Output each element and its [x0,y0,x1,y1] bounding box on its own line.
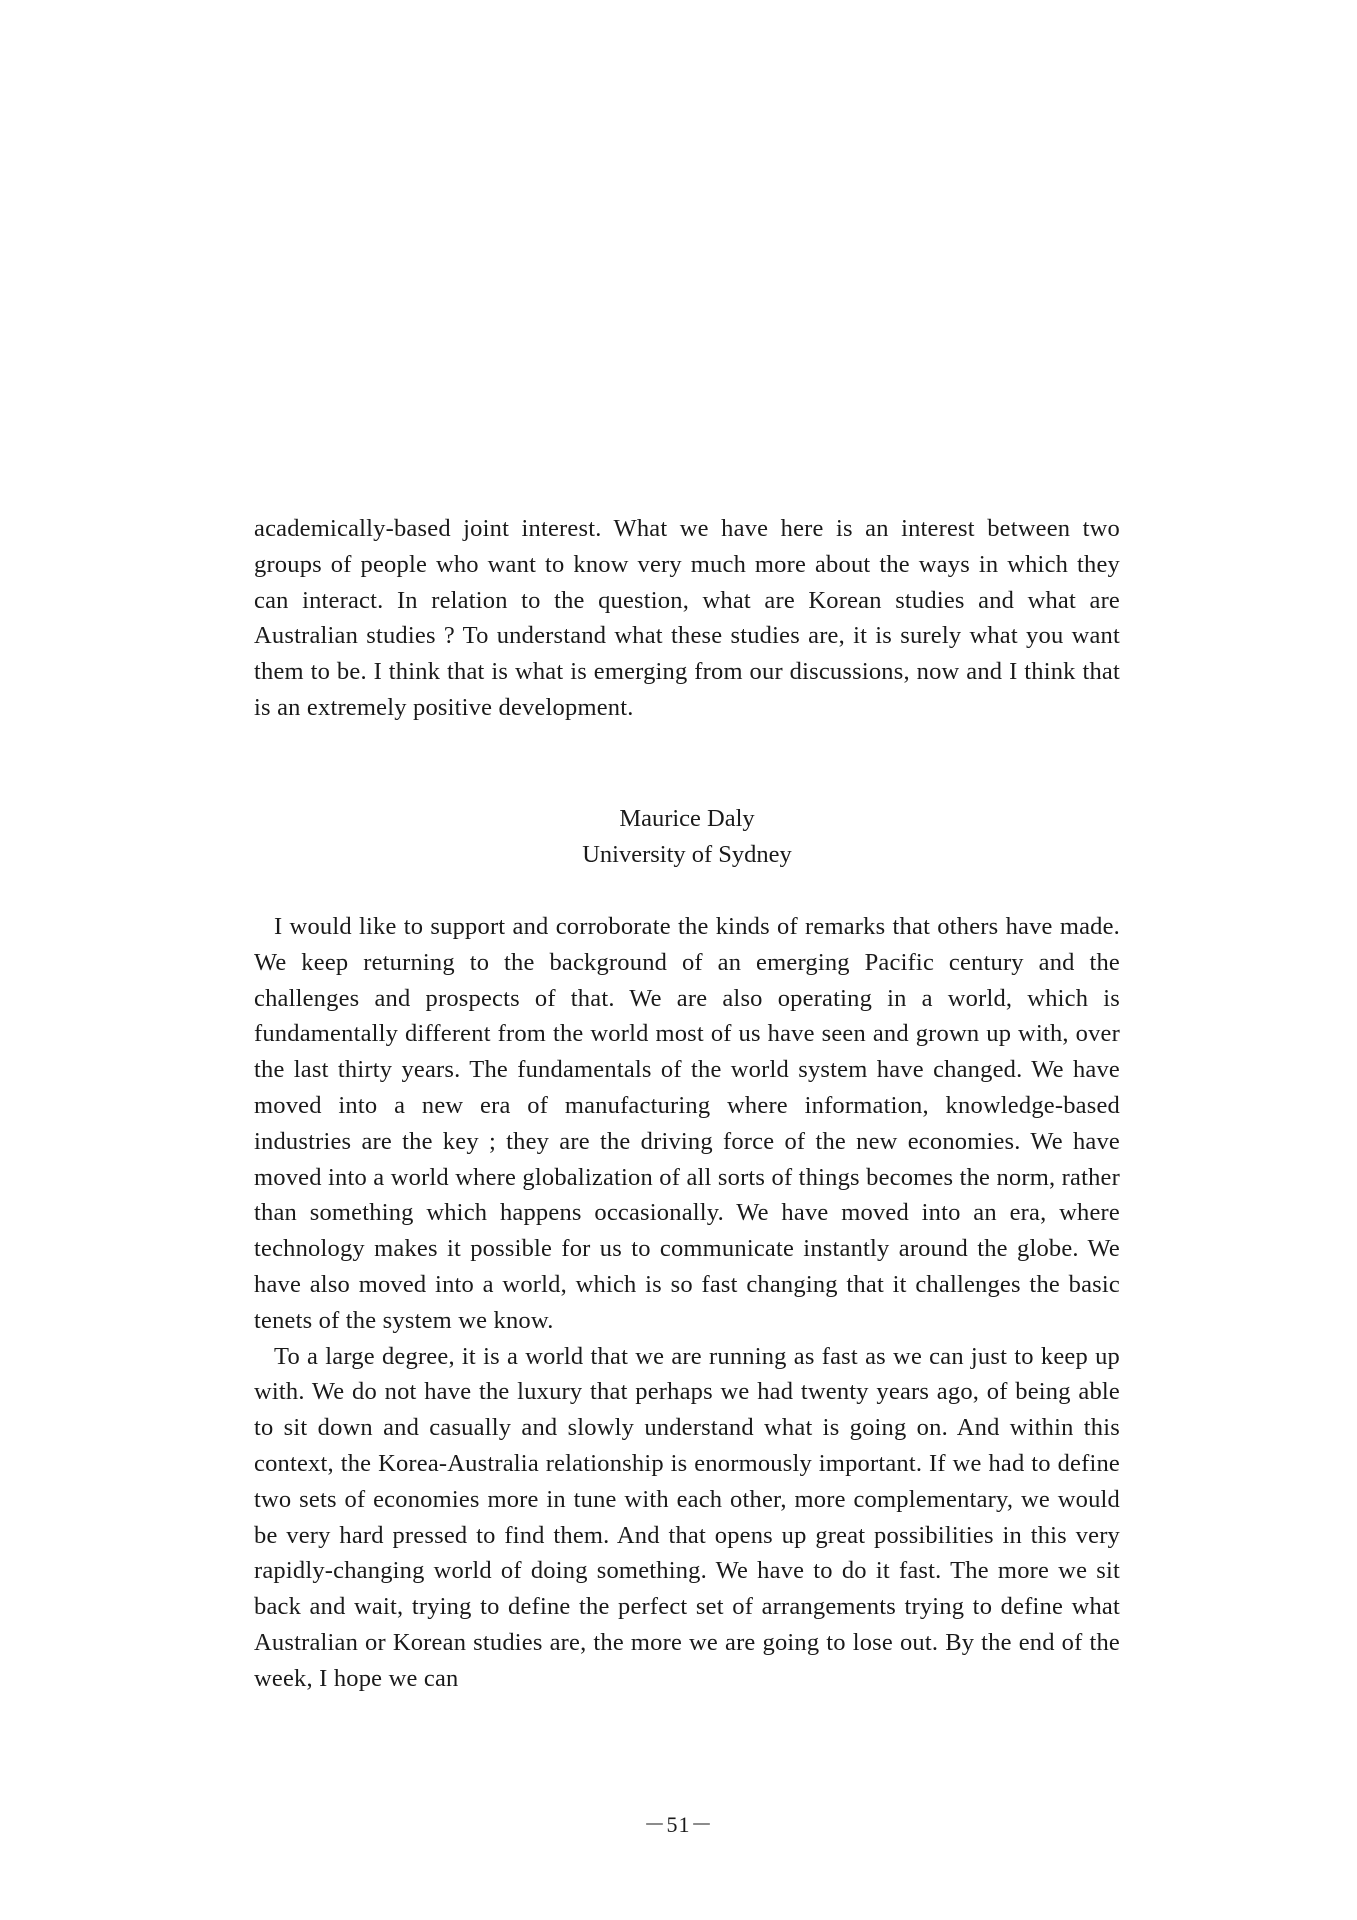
continuation-text-block [254,511,1120,726]
speech-paragraph: To a large degree, it is a world that we are running as fast as we can just to keep up with. We do not have the luxury that perhaps we had twenty years ago, of being able to sit down and casually and slowly understand what is going on. And within this context, the Korea-Australia relationship is enormously important. If we had to define two sets of economies more in tune with each other, more complementary, we would be very hard pressed to find them. And that opens up great possibilities in this very rapidly-changing world of doing something. We have to do it fast. The more we sit back and wait, trying to define the perfect set of arrangements trying to define what Australian or Korean studies are, the more we are going to lose out. By the end of the week, I hope we can [254,1342,1120,1692]
continuation-paragraph: academically-based joint interest. What we have here is an interest between two groups of people who want to know very much more about the ways in which they can interact. In relation to the question, what are Korean studies and what are Australian studies ? To understand what these studies are, it is surely what you want them to be. I think that is what is emerging from our discussions, now and I think that is an extremely positive development. [254,515,1120,721]
speech-paragraph: I would like to support and corroborate the kinds of remarks that others have made. We keep returning to the background of an emerging Pacific century and the challenges and prospects of that. We are also operating in a world, which is fundamentally different from the world most of us have seen and grown up with, over the last thirty years. The fundamentals of the world system have changed. We have moved into a new era of manufacturing where information, knowledge-based industries are the key ; they are the driving force of the new economies. We have moved into a world where globalization of all sorts of things becomes the norm, rather than something which happens occasionally. We have moved into an era, where technology makes it possible for us to communicate instantly around the globe. We have also moved into a world, which is so fast changing that it challenges the basic tenets of the system we know. [254,913,1120,1334]
speaker-affiliation: University of Sydney [582,840,792,868]
speaker-name: Maurice Daly [619,805,755,832]
speaker-attribution [254,801,1120,873]
page-number: －51－ [643,1812,714,1837]
speech-text-block [254,909,1120,1697]
